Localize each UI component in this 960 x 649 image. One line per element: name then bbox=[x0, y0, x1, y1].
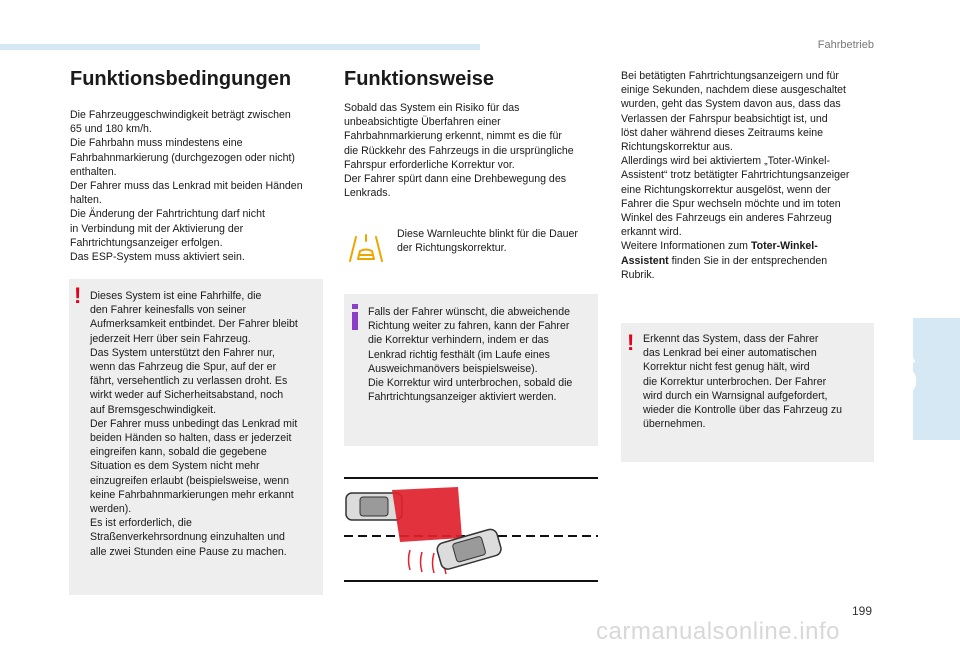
indicator-paragraph bbox=[621, 69, 877, 282]
info-box-override bbox=[344, 294, 598, 446]
warning-box-grip bbox=[621, 323, 874, 462]
operation-paragraph: Sobald das System ein Risiko für das unbeabsichtigte Überfahren einer Fahrbahnmarkierung erkennt, nimmt es die für die Rückkehr des Fahrzeugs in die ursprüngliche Fahrspur erforderliche Korrektur vor. Der Fahrer spürt dann eine Drehbewegung des Lenkrads. bbox=[344, 102, 574, 200]
lamp-description: Diese Warnleuchte blinkt für die Dauer der Richtungskorrektur. bbox=[397, 228, 578, 255]
warning-box-driver-assist bbox=[69, 279, 323, 595]
blind-spot-reference: Toter-Winkel- Assistent bbox=[621, 240, 818, 267]
watermark: carmanualsonline.info bbox=[596, 618, 840, 645]
lane-keep-warning-lamp-icon bbox=[346, 229, 386, 267]
heading-funktionsbedingungen: Funktionsbedingungen bbox=[70, 68, 292, 90]
chapter-number: 6 bbox=[886, 342, 919, 407]
info-icon bbox=[348, 304, 362, 330]
chapter-tab bbox=[913, 318, 960, 440]
indicator-text: Bei betätigten Fahrtrichtungsanzeigern und für einige Sekunden, nachdem diese ausgeschaltet wurden, geht das System davon aus, dass das Verlassen der Fahrspur beabsichtigt ist, und löst daher während dieses Zeitraums keine Richtungskorrektur aus. Allerdings wird bei aktiviertem „Toter-Winkel- Assistent“ trotz betätigter Fahrtrichtungsanzeiger eine Richtungskorrektur ausgelöst, wenn der Fahrer die Spur wechseln möchte und im toten Winkel des Fahrzeugs ein anderes Fahrzeug erkannt wird. Weitere Informationen zum bbox=[621, 70, 850, 253]
lane-correction-illustration bbox=[344, 476, 598, 583]
grip-warning-text: Erkennt das System, dass der Fahrer das Lenkrad bei einer automatischen Korrektur nicht fest genug hält, wird die Korrektur unterbrochen. Der Fahrer wird durch ein Warnsignal aufgefordert, wieder die Kontrolle über das Fahrzeug zu übernehmen. bbox=[643, 333, 843, 431]
blind-spot-zone bbox=[392, 487, 462, 542]
chapter-title: Fahrbetrieb bbox=[817, 39, 874, 51]
conditions-paragraph: Die Fahrzeuggeschwindigkeit beträgt zwischen 65 und 180 km/h. Die Fahrbahn muss mindestens eine Fahrbahnmarkierung (durchgezogen oder nicht) enthalten. Der Fahrer muss das Lenkrad mit beiden Händen halten. Die Änderung der Fahrtrichtung darf nicht in Verbindung mit der Aktivierung der Fahrtrichtungsanzeiger erfolgen. Das ESP-System muss aktiviert sein. bbox=[70, 109, 303, 264]
exclamation-icon: ! bbox=[627, 330, 635, 355]
indicator-text-end: finden Sie in der entsprechenden Rubrik. bbox=[621, 254, 828, 281]
page-number: 199 bbox=[851, 604, 872, 618]
header-bar bbox=[0, 44, 480, 50]
exclamation-icon: ! bbox=[74, 283, 82, 308]
heading-funktionsweise: Funktionsweise bbox=[344, 68, 495, 90]
info-text: Falls der Fahrer wünscht, die abweichende Richtung weiter zu fahren, kann der Fahrer die Korrektur verhindern, indem er das Lenkrad richtig festhält (im Laufe eines Ausweichmanövers beispielsweise). Die Korrektur wird unterbrochen, sobald die Fahrtrichtungsanzeiger aktiviert werden. bbox=[368, 306, 573, 404]
warning-text: Dieses System ist eine Fahrhilfe, die den Fahrer keinesfalls von seiner Aufmerksamkeit entbindet. Der Fahrer bleibt jederzeit Herr über sein Fahrzeug. Das System unterstützt den Fahrer nur, wenn das Fahrzeug die Spur, auf der er fährt, versehentlich zu verlassen droht. Es wirkt weder auf Sicherheitsabstand, noch auf Bremsgeschwindigkeit. Der Fahrer muss unbedingt das Lenkrad mit beiden Händen so halten, dass er jederzeit eingreifen kann, sobald die gegebene Situation es dem System nicht mehr einzugreifen erlaubt (beispielsweise, wenn keine Fahrbahnmarkierungen mehr erkannt werden). Es ist erforderlich, die Straßenverkehrsordnung einzuhalten und alle zwei Stunden eine Pause zu machen. bbox=[90, 290, 298, 558]
